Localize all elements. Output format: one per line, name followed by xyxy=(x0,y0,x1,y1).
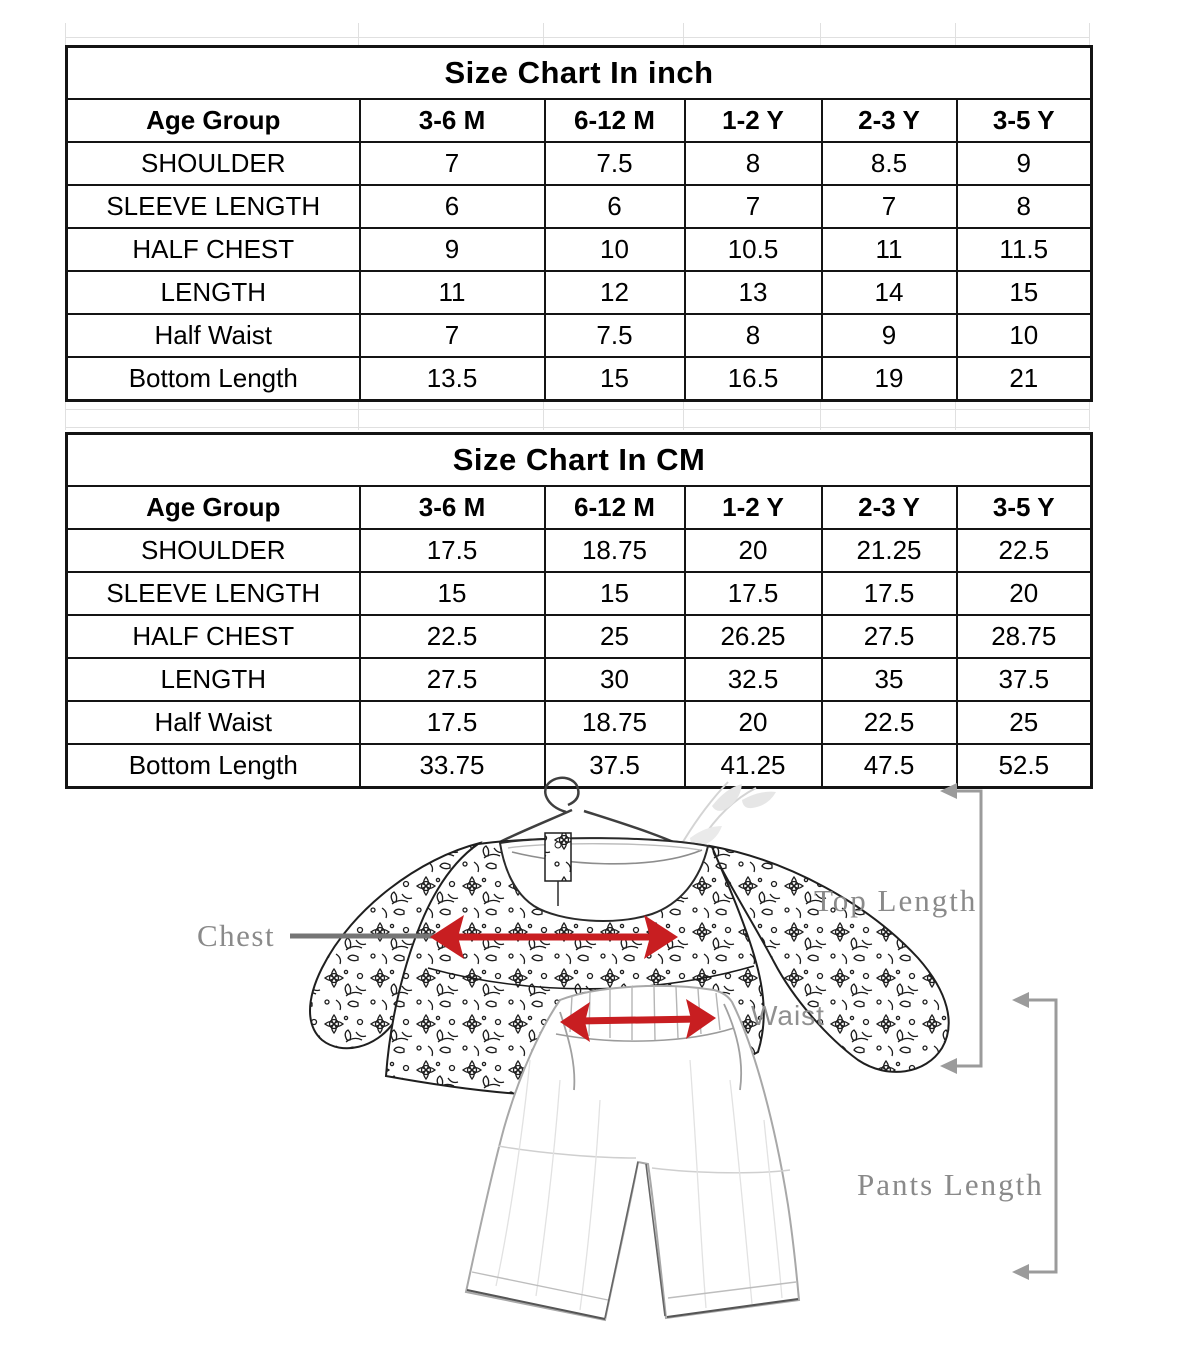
column-header: Age Group xyxy=(67,99,360,142)
table-cell: 14 xyxy=(822,271,957,314)
table-cell: 15 xyxy=(545,357,685,401)
table-cell: 25 xyxy=(957,701,1092,744)
row-label: LENGTH xyxy=(67,271,360,314)
table-cell: 11 xyxy=(822,228,957,271)
table-cell: 8.5 xyxy=(822,142,957,185)
column-header: 2-3 Y xyxy=(822,486,957,529)
table-cell: 20 xyxy=(957,572,1092,615)
table-cell: 6 xyxy=(545,185,685,228)
table-cell: 6 xyxy=(360,185,545,228)
table-cell: 15 xyxy=(360,572,545,615)
column-header: 3-6 M xyxy=(360,99,545,142)
waist-label: Waist xyxy=(751,1000,825,1031)
table-cell: 22.5 xyxy=(957,529,1092,572)
table-cell: 8 xyxy=(685,142,822,185)
row-label: Bottom Length xyxy=(67,744,360,788)
table-cell: 22.5 xyxy=(822,701,957,744)
table-cell: 26.25 xyxy=(685,615,822,658)
table-cell: 7 xyxy=(685,185,822,228)
table-cell: 7 xyxy=(360,314,545,357)
row-label: SHOULDER xyxy=(67,529,360,572)
table-cell: 15 xyxy=(957,271,1092,314)
table-cell: 35 xyxy=(822,658,957,701)
column-header: 1-2 Y xyxy=(685,99,822,142)
table-cell: 27.5 xyxy=(360,658,545,701)
table-cell: 11 xyxy=(360,271,545,314)
chest-label: Chest xyxy=(197,918,276,953)
pants-length-bracket xyxy=(1012,992,1056,1280)
table-cell: 13.5 xyxy=(360,357,545,401)
table-cell: 10 xyxy=(957,314,1092,357)
table-cell: 7.5 xyxy=(545,314,685,357)
table-cell: 41.25 xyxy=(685,744,822,788)
table-cell: 19 xyxy=(822,357,957,401)
table-title: Size Chart In inch xyxy=(67,47,1092,100)
table-cell: 17.5 xyxy=(360,529,545,572)
table-cell: 25 xyxy=(545,615,685,658)
table-title: Size Chart In CM xyxy=(67,434,1092,487)
table-cell: 9 xyxy=(822,314,957,357)
column-header: 2-3 Y xyxy=(822,99,957,142)
table-cell: 9 xyxy=(360,228,545,271)
table-cell: 32.5 xyxy=(685,658,822,701)
table-cell: 7 xyxy=(822,185,957,228)
table-cell: 11.5 xyxy=(957,228,1092,271)
table-cell: 30 xyxy=(545,658,685,701)
row-label: SLEEVE LENGTH xyxy=(67,572,360,615)
column-header: 3-6 M xyxy=(360,486,545,529)
row-label: SHOULDER xyxy=(67,142,360,185)
top-length-label: Top Length xyxy=(814,883,978,918)
table-cell: 7.5 xyxy=(545,142,685,185)
row-label: Half Waist xyxy=(67,701,360,744)
column-header: 3-5 Y xyxy=(957,99,1092,142)
row-label: SLEEVE LENGTH xyxy=(67,185,360,228)
table-cell: 15 xyxy=(545,572,685,615)
table-cell: 8 xyxy=(957,185,1092,228)
table-cell: 20 xyxy=(685,529,822,572)
table-cell: 16.5 xyxy=(685,357,822,401)
table-cell: 17.5 xyxy=(685,572,822,615)
column-header: Age Group xyxy=(67,486,360,529)
table-cell: 47.5 xyxy=(822,744,957,788)
table-cell: 33.75 xyxy=(360,744,545,788)
table-cell: 12 xyxy=(545,271,685,314)
table-cell: 17.5 xyxy=(822,572,957,615)
column-header: 6-12 M xyxy=(545,486,685,529)
pants-length-label: Pants Length xyxy=(857,1167,1044,1202)
row-label: HALF CHEST xyxy=(67,615,360,658)
column-header: 3-5 Y xyxy=(957,486,1092,529)
table-cell: 22.5 xyxy=(360,615,545,658)
column-header: 1-2 Y xyxy=(685,486,822,529)
row-label: HALF CHEST xyxy=(67,228,360,271)
table-cell: 37.5 xyxy=(957,658,1092,701)
table-cell: 18.75 xyxy=(545,529,685,572)
table-cell: 27.5 xyxy=(822,615,957,658)
column-header: 6-12 M xyxy=(545,99,685,142)
table-cell: 10 xyxy=(545,228,685,271)
table-cell: 20 xyxy=(685,701,822,744)
table-cell: 21.25 xyxy=(822,529,957,572)
table-cell: 10.5 xyxy=(685,228,822,271)
row-label: LENGTH xyxy=(67,658,360,701)
table-cell: 21 xyxy=(957,357,1092,401)
table-cell: 37.5 xyxy=(545,744,685,788)
table-cell: 8 xyxy=(685,314,822,357)
table-cell: 13 xyxy=(685,271,822,314)
table-cell: 52.5 xyxy=(957,744,1092,788)
table-cell: 28.75 xyxy=(957,615,1092,658)
row-label: Bottom Length xyxy=(67,357,360,401)
table-cell: 18.75 xyxy=(545,701,685,744)
table-cell: 7 xyxy=(360,142,545,185)
row-label: Half Waist xyxy=(67,314,360,357)
table-cell: 17.5 xyxy=(360,701,545,744)
table-cell: 9 xyxy=(957,142,1092,185)
